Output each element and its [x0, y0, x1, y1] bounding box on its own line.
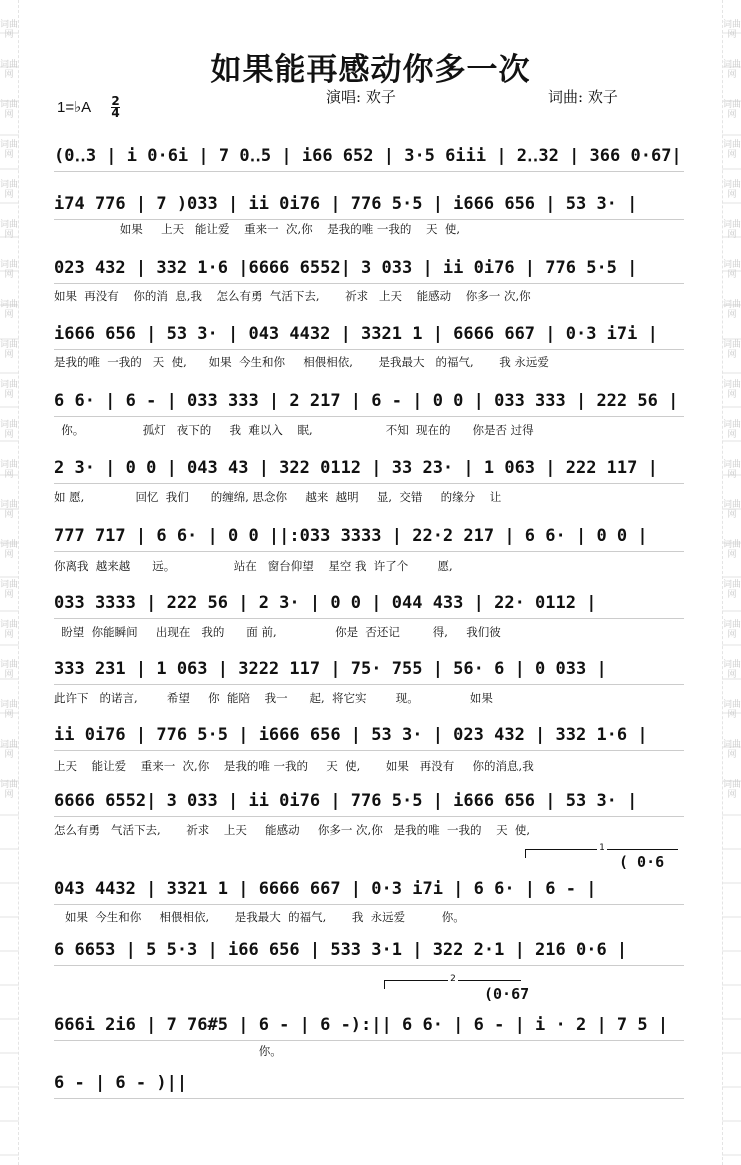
- score-line-2: i74 776 | 7 )033 | ii 0i76 | 776 5·5 | i666 656 | 53 3· |: [54, 194, 684, 226]
- volta-number-1: 1: [599, 843, 605, 853]
- watermark-text: 词曲网: [723, 660, 741, 680]
- watermark-text: 词曲网: [0, 60, 19, 80]
- lyric-line-6: 如 愿, 回忆 我们 的缠绵, 思念你 越来 越明 显, 交错 的缘分 让: [54, 490, 502, 504]
- watermark-text: 词曲网: [723, 100, 741, 120]
- score-line-15: 6 - | 6 - )||: [54, 1073, 684, 1105]
- singer-credit: 演唱: 欢子: [326, 88, 396, 106]
- watermark-text: 词曲网: [723, 140, 741, 160]
- watermark-text: 词曲网: [0, 140, 19, 160]
- score-line-7: 777 717 | 6 6· | 0 0 ||:033 3333 | 22·2 217 | 6 6· | 0 0 |: [54, 526, 684, 558]
- watermark-text: 词曲网: [0, 340, 19, 360]
- score-line-11: 6666 6552| 3 033 | ii 0i76 | 776 5·5 | i666 656 | 53 3· |: [54, 791, 684, 823]
- watermark-text: 词曲网: [0, 780, 19, 800]
- watermark-text: 词曲网: [0, 220, 19, 240]
- watermark-text: 词曲网: [0, 380, 19, 400]
- watermark-text: 词曲网: [723, 420, 741, 440]
- volta-2-pickup: (0·67: [484, 985, 530, 1003]
- watermark-text: 词曲网: [0, 620, 19, 640]
- watermark-text: 词曲网: [0, 260, 19, 280]
- score-line-5: 6 6· | 6 - | 033 333 | 2 217 | 6 - | 0 0 | 033 333 | 222 56 |: [54, 391, 684, 423]
- score-line-1: (0‥3 | i 0·6i | 7 0‥5 | i66 652 | 3·5 6iii | 2‥32 | 366 0·67|: [54, 146, 684, 178]
- watermark-text: 词曲网: [0, 500, 19, 520]
- lyric-line-4: 是我的唯 一我的 天 使, 如果 今生和你 相偎相依, 是我最大 的福气, 我 永远爱: [54, 355, 549, 369]
- lyric-line-10: 上天 能让爱 重来一 次,你 是我的唯 一我的 天 使, 如果 再没有 你的消息,我: [54, 759, 534, 773]
- watermark-text: 词曲网: [0, 540, 19, 560]
- score-line-3: 023 432 | 332 1·6 |6666 6552| 3 033 | ii 0i76 | 776 5·5 |: [54, 258, 684, 290]
- score-line-14: 666i 2i6 | 7 76#5 | 6 - | 6 -):|| 6 6· | 6 - | i · 2 | 7 5 |: [54, 1015, 684, 1047]
- score-line-10: ii 0i76 | 776 5·5 | i666 656 | 53 3· | 023 432 | 332 1·6 |: [54, 725, 684, 757]
- watermark-text: 词曲网: [0, 100, 19, 120]
- watermark-text: 词曲网: [0, 420, 19, 440]
- volta-number-2: 2: [450, 974, 456, 984]
- watermark-text: 词曲网: [0, 180, 19, 200]
- watermark-text: 词曲网: [723, 340, 741, 360]
- score-line-12: 043 4432 | 3321 1 | 6666 667 | 0·3 i7i | 6 6· | 6 - |: [54, 879, 684, 911]
- watermark-text: 词曲网: [0, 580, 19, 600]
- lyric-line-7: 你离我 越来越 远。 站在 窗台仰望 星空 我 许了个 愿,: [54, 559, 453, 573]
- lyric-line-11: 怎么有勇 气活下去, 祈求 上天 能感动 你多一 次,你 是我的唯 一我的 天 使,: [54, 823, 531, 837]
- watermark-text: 词曲网: [0, 740, 19, 760]
- watermark-text: 词曲网: [0, 460, 19, 480]
- time-signature: [111, 96, 120, 119]
- watermark-strip-right: [722, 0, 741, 1165]
- watermark-text: 词曲网: [723, 260, 741, 280]
- score-line-4: i666 656 | 53 3· | 043 4432 | 3321 1 | 6666 667 | 0·3 i7i |: [54, 324, 684, 356]
- watermark-text: 词曲网: [723, 60, 741, 80]
- score-line-9: 333 231 | 1 063 | 3222 117 | 75· 755 | 56· 6 | 0 033 |: [54, 659, 684, 691]
- lyric-line-14: 你。: [54, 1044, 282, 1058]
- lyric-line-2: 如果 上天 能让爱 重来一 次,你 是我的唯 一我的 天 使,: [54, 222, 460, 236]
- watermark-text: 词曲网: [723, 620, 741, 640]
- watermark-text: 词曲网: [723, 180, 741, 200]
- lyric-line-12: 如果 今生和你 相偎相依, 是我最大 的福气, 我 永远爱 你。: [54, 910, 465, 924]
- watermark-text: 词曲网: [0, 700, 19, 720]
- score-line-6: 2 3· | 0 0 | 043 43 | 322 0112 | 33 23· | 1 063 | 222 117 |: [54, 458, 684, 490]
- key-signature: 1=♭A: [57, 99, 92, 116]
- watermark-text: 词曲网: [0, 20, 19, 40]
- song-title: 如果能再感动你多一次: [210, 52, 531, 88]
- watermark-strip-left: [0, 0, 19, 1165]
- watermark-text: 词曲网: [0, 660, 19, 680]
- watermark-text: 词曲网: [723, 500, 741, 520]
- writer-credit: 词曲: 欢子: [548, 88, 618, 106]
- score-line-13: 6 6653 | 5 5·3 | i66 656 | 533 3·1 | 322 2·1 | 216 0·6 |: [54, 940, 684, 972]
- score-line-8: 033 3333 | 222 56 | 2 3· | 0 0 | 044 433 | 22· 0112 |: [54, 593, 684, 625]
- time-signature-bottom: 4: [111, 106, 120, 120]
- watermark-text: 词曲网: [723, 20, 741, 40]
- lyric-line-9: 此许下 的诺言, 希望 你 能陪 我一 起, 将它实 现。 如果: [54, 691, 493, 705]
- watermark-text: 词曲网: [723, 220, 741, 240]
- watermark-text: 词曲网: [723, 700, 741, 720]
- watermark-text: 词曲网: [723, 380, 741, 400]
- lyric-line-3: 如果 再没有 你的消 息,我 怎么有勇 气活下去, 祈求 上天 能感动 你多一 次,你: [54, 289, 531, 303]
- watermark-text: 词曲网: [723, 300, 741, 320]
- volta-1-pickup: ( 0·6: [619, 853, 665, 871]
- watermark-text: 词曲网: [723, 740, 741, 760]
- watermark-text: 词曲网: [723, 540, 741, 560]
- watermark-text: 词曲网: [723, 460, 741, 480]
- lyric-line-8: 盼望 你能瞬间 出现在 我的 面 前, 你是 否还记 得, 我们彼: [54, 625, 501, 639]
- time-signature-top: 2: [111, 94, 120, 108]
- watermark-text: 词曲网: [723, 780, 741, 800]
- lyric-line-5: 你。 孤灯 夜下的 我 难以入 眠, 不知 现在的 你是否 过得: [54, 423, 534, 437]
- watermark-text: 词曲网: [723, 580, 741, 600]
- watermark-text: 词曲网: [0, 300, 19, 320]
